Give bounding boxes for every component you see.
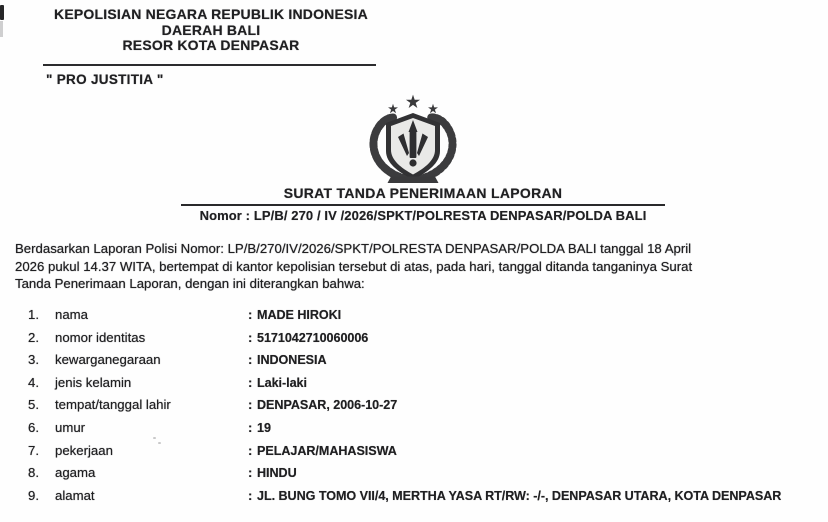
detail-number: 4. — [28, 374, 39, 390]
detail-label: nama — [55, 307, 88, 322]
letterhead — [43, 7, 379, 54]
letterhead-line-3: RESOR KOTA DENPASAR — [122, 37, 300, 53]
detail-list — [28, 304, 822, 507]
detail-value: 5171042710060006 — [257, 330, 369, 345]
title-underline — [181, 204, 665, 206]
detail-row-alamat — [28, 485, 822, 508]
detail-label: umur — [55, 419, 86, 435]
intro-paragraph — [15, 240, 825, 293]
detail-number: 2. — [28, 329, 39, 345]
detail-value: INDONESIA — [257, 353, 327, 368]
detail-colon: : — [248, 374, 253, 390]
letterhead-divider — [43, 64, 376, 66]
detail-row-nama — [28, 304, 822, 327]
detail-colon: : — [248, 442, 253, 458]
scan-artifact-mark-faint — [0, 21, 3, 37]
detail-colon: : — [248, 465, 253, 481]
detail-value: DENPASAR, 2006-10-27 — [257, 398, 398, 413]
polri-emblem-icon — [357, 93, 469, 185]
detail-value: MADE HIROKI — [257, 308, 342, 322]
letterhead-line-2: DAERAH BALI — [161, 21, 261, 38]
title-block — [181, 185, 665, 223]
detail-label: nomor identitas — [55, 329, 146, 345]
detail-number: 3. — [28, 352, 39, 368]
intro-line-2: 2026 pukul 14.37 WITA, bertempat di kantor kepolisian tersebut di atas, pada hari, tanggal ditanda tanganinya Surat — [15, 258, 693, 274]
detail-row-kewarganegaraan — [28, 349, 822, 372]
detail-colon: : — [248, 307, 253, 322]
detail-colon: : — [248, 352, 253, 368]
detail-value: Laki-laki — [257, 375, 307, 390]
detail-label: tempat/tanggal lahir — [55, 397, 171, 413]
detail-colon: : — [248, 397, 253, 413]
detail-number: 1. — [28, 307, 39, 322]
detail-colon: : — [248, 419, 253, 435]
detail-number: 9. — [28, 487, 39, 503]
document-number-line: Nomor : LP/B/ 270 / IV /2026/SPKT/POLRESTA DENPASAR/POLDA BALI — [199, 208, 647, 224]
detail-row-tempat-tanggal-lahir — [28, 394, 822, 417]
intro-line-3: Tanda Penerimaan Laporan, dengan ini diterangkan bahwa: — [15, 276, 365, 292]
detail-row-jenis-kelamin — [28, 372, 822, 395]
detail-label: jenis kelamin — [55, 374, 132, 390]
detail-value: JL. BUNG TOMO VII/4, MERTHA YASA RT/RW: -/-, DENPASAR UTARA, KOTA DENPASAR — [257, 488, 782, 503]
scan-artifact-mark — [0, 5, 4, 20]
detail-row-pekerjaan — [28, 440, 822, 463]
detail-colon: : — [248, 329, 253, 345]
detail-number: 8. — [28, 465, 39, 481]
detail-label: pekerjaan — [55, 442, 113, 458]
detail-number: 6. — [28, 419, 39, 435]
detail-row-umur — [28, 417, 822, 440]
detail-label: agama — [55, 465, 96, 481]
detail-label: alamat — [55, 487, 95, 503]
document-title: SURAT TANDA PENERIMAAN LAPORAN — [283, 185, 563, 201]
detail-label: kewarganegaraan — [55, 352, 161, 368]
intro-line-1: Berdasarkan Laporan Polisi Nomor: LP/B/270/IV/2026/SPKT/POLRESTA DENPASAR/POLDA BALI tanggal 18 April — [15, 241, 692, 256]
detail-value: HINDU — [257, 466, 297, 481]
detail-row-agama — [28, 462, 822, 485]
detail-colon: : — [248, 487, 253, 503]
pro-justitia-label: " PRO JUSTITIA " — [46, 72, 164, 87]
detail-value: 19 — [257, 420, 271, 435]
detail-value: PELAJAR/MAHASISWA — [257, 443, 397, 458]
detail-number: 5. — [28, 397, 39, 413]
letterhead-line-1: KEPOLISIAN NEGARA REPUBLIK INDONESIA — [54, 6, 368, 22]
detail-number: 7. — [28, 442, 39, 458]
detail-row-nomor-identitas — [28, 327, 822, 350]
